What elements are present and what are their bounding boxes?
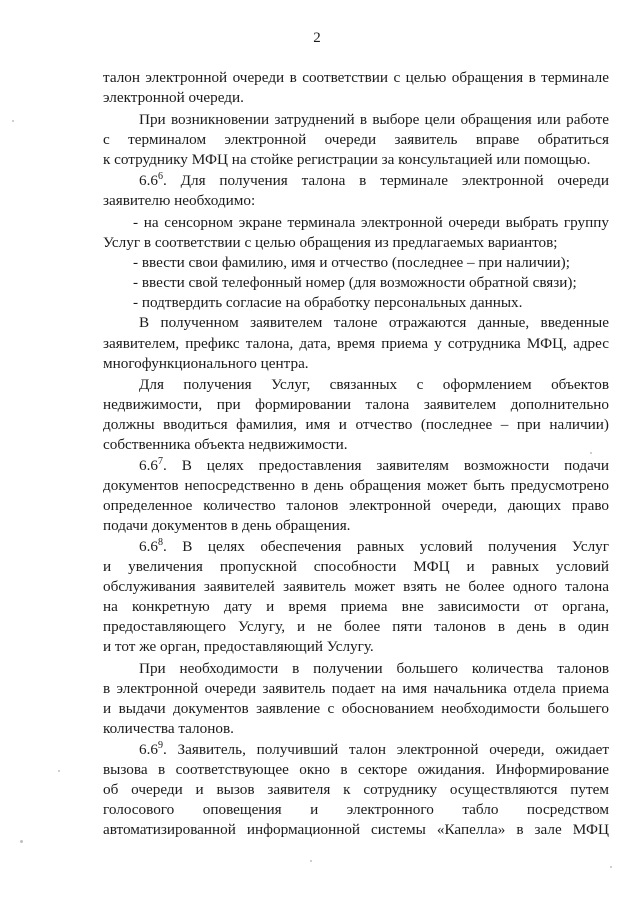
text-line: определенное количество талонов электронной очереди, дающих право bbox=[103, 497, 609, 514]
list-item: - ввести свои фамилию, имя и отчество (последнее – при наличии); bbox=[133, 254, 570, 271]
text-line: Для получения Услуг, связанных с оформлением объектов bbox=[139, 376, 609, 393]
text-line: в электронной очереди заявитель подает на имя начальника отдела приема bbox=[103, 680, 609, 697]
text-line: талон электронной очереди в соответствии с целью обращения в терминале bbox=[103, 69, 609, 86]
text-line: и выдачи документов заявление с обоснованием необходимости большего bbox=[103, 700, 609, 717]
text-line: и тот же орган, предоставляющий Услугу. bbox=[103, 638, 374, 655]
list-item: - подтвердить согласие на обработку персональных данных. bbox=[133, 294, 523, 311]
text-line: на конкретную дату и время приема вне зависимости от органа, bbox=[103, 598, 609, 615]
text-line: подачи документов в день обращения. bbox=[103, 517, 351, 534]
text-line: заявителю необходимо: bbox=[103, 192, 256, 209]
text-line: к сотруднику МФЦ на стойке регистрации за консультацией или помощью. bbox=[103, 151, 591, 168]
scan-speck bbox=[20, 840, 23, 843]
scan-speck bbox=[590, 452, 592, 454]
clause-number: $6.6^7$. bbox=[139, 455, 167, 474]
clause-number: $6.6^9$. bbox=[139, 739, 167, 758]
list-item: - на сенсорном экране терминала электронной очереди выбрать группу bbox=[133, 214, 609, 231]
text-line: многофункционального центра. bbox=[103, 355, 309, 372]
paragraph-heading-line: $6.6^9$. Заявитель, получивший талон электронной очереди, ожидает bbox=[139, 739, 610, 758]
text-line: предоставляющего Услугу, и не более пяти талонов в день в один bbox=[103, 618, 609, 635]
text-line: недвижимости, при формировании талона заявителем дополнительно bbox=[103, 396, 609, 413]
scan-speck bbox=[610, 866, 612, 868]
scan-speck bbox=[58, 770, 60, 772]
text-line: автоматизированной информационной системы «Капелла» в зале МФЦ bbox=[103, 821, 609, 838]
text-line: Услуг в соответствии с целью обращения из предлагаемых вариантов; bbox=[103, 234, 558, 251]
text-line: В полученном заявителем талоне отражаются данные, введенные bbox=[139, 314, 609, 331]
text-line: заявителем, префикс талона, дата, время приема у сотрудника МФЦ, адрес bbox=[103, 335, 609, 352]
text-line: собственника объекта недвижимости. bbox=[103, 436, 348, 453]
text-line: с терминалом электронной очереди заявитель вправе обратиться bbox=[103, 131, 609, 148]
text-line: голосового оповещения и электронного табло посредством bbox=[103, 801, 609, 818]
scan-speck bbox=[310, 860, 312, 862]
clause-number: $6.6^6$. bbox=[139, 170, 167, 189]
page-number: 2 bbox=[313, 30, 321, 46]
text-line: должны вводиться фамилия, имя и отчество (последнее – при наличии) bbox=[103, 416, 609, 433]
paragraph-heading-line: $6.6^8$. В целях обеспечения равных условий получения Услуг bbox=[139, 536, 610, 555]
text-line: об очереди и вызов заявителя к сотруднику осуществляются путем bbox=[103, 781, 609, 798]
text-line: При необходимости в получении большего количества талонов bbox=[139, 660, 609, 677]
list-item: - ввести свой телефонный номер (для возможности обратной связи); bbox=[133, 274, 577, 291]
text-line: При возникновении затруднений в выборе цели обращения или работе bbox=[139, 111, 609, 128]
paragraph-heading-line: $6.6^6$. Для получения талона в терминале электронной очереди bbox=[139, 170, 610, 189]
text-line: количества талонов. bbox=[103, 720, 234, 737]
clause-number: $6.6^8$. bbox=[139, 536, 167, 555]
paragraph-heading-line: $6.6^7$. В целях предоставления заявителям возможности подачи bbox=[139, 455, 610, 474]
text-line: электронной очереди. bbox=[103, 89, 244, 106]
scan-speck bbox=[12, 120, 14, 122]
text-line: документов непосредственно в день обращения может быть предусмотрено bbox=[103, 477, 609, 494]
text-line: вызова в соответствующее окно в секторе ожидания. Информирование bbox=[103, 761, 609, 778]
text-line: и увеличения пропускной способности МФЦ и равных условий bbox=[103, 558, 609, 575]
text-line: обслуживания заявителей заявитель может взять не более одного талона bbox=[103, 578, 609, 595]
